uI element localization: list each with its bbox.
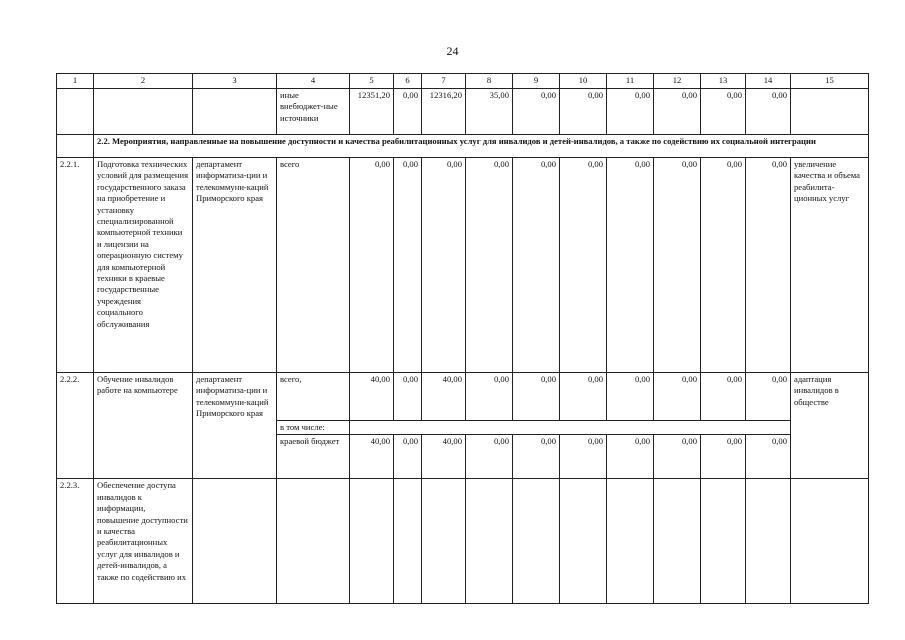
cell-empty (607, 479, 654, 604)
header-cell: 7 (422, 74, 466, 89)
value-cell: 0,00 (466, 373, 513, 421)
cell-empty (394, 479, 422, 604)
item-number: 2.2.3. (57, 479, 94, 604)
funding-source-label: иные внебюджет-ные источники (277, 89, 350, 135)
cell-empty (791, 89, 869, 135)
table-row-2-2-3 (57, 479, 869, 604)
page-number: 24 (446, 44, 459, 58)
cell-empty (57, 135, 94, 158)
value-cell: 0,00 (513, 373, 560, 421)
cell-empty (422, 479, 466, 604)
value-cell: 0,00 (654, 373, 701, 421)
section-row (57, 135, 869, 158)
table-header-row (57, 74, 869, 89)
funding-source-label: краевой бюджет (277, 435, 350, 479)
header-cell: 11 (607, 74, 654, 89)
header-cell: 14 (746, 74, 791, 89)
expected-result: увеличение качества и объема реабилита-ционных услуг (791, 158, 869, 373)
expected-result: адаптация инвалидов в обществе (791, 373, 869, 479)
header-cell: 5 (350, 74, 394, 89)
item-number: 2.2.2. (57, 373, 94, 479)
value-cell: 40,00 (422, 373, 466, 421)
cell-empty (513, 479, 560, 604)
header-cell: 6 (394, 74, 422, 89)
value-cell: 40,00 (350, 373, 394, 421)
cell-empty (193, 479, 277, 604)
value-cell: 0,00 (654, 89, 701, 135)
value-cell: 0,00 (654, 158, 701, 373)
executor: департамент информатиза-ции и телекоммуни-каций Приморского края (193, 158, 277, 373)
value-cell: 0,00 (701, 435, 746, 479)
header-cell: 9 (513, 74, 560, 89)
value-cell: 0,00 (560, 158, 607, 373)
value-cell: 0,00 (560, 373, 607, 421)
funding-source-label: всего (277, 158, 350, 373)
cell-empty (94, 89, 193, 135)
header-cell: 10 (560, 74, 607, 89)
cell-empty (466, 479, 513, 604)
header-cell: 15 (791, 74, 869, 89)
value-cell: 0,00 (394, 158, 422, 373)
value-cell: 0,00 (701, 158, 746, 373)
cell-empty (277, 479, 350, 604)
value-cell: 0,00 (607, 89, 654, 135)
header-cell: 13 (701, 74, 746, 89)
value-cell: 40,00 (422, 435, 466, 479)
header-cell: 3 (193, 74, 277, 89)
value-cell: 0,00 (350, 158, 394, 373)
table-row-other-sources (57, 89, 869, 135)
activity-name: Подготовка технических условий для размещения государственного заказа на приобретение и установку специализированной компьютерной техники и лицензии на операционную систему для компьютерной техники в краевые государственные учреждения социального обслуживания (94, 158, 193, 373)
activity-name: Обучение инвалидов работе на компьютере (94, 373, 193, 479)
activity-name: Обеспечение доступа инвалидов к информации, повышение доступности и качества реабилитационных услуг для инвалидов и детей-инвалидов, а также по содействию их (94, 479, 193, 604)
header-cell: 2 (94, 74, 193, 89)
funding-source-label: в том числе: (277, 421, 350, 435)
table-row-2-2-1 (57, 158, 869, 373)
value-cell: 12351,20 (350, 89, 394, 135)
section-title: 2.2. Мероприятия, направленные на повышение доступности и качества реабилитационных услуг для инвалидов и детей-инвалидов, а также по содействию их социальной интеграции (94, 135, 869, 158)
value-cell: 0,00 (394, 435, 422, 479)
value-cell: 0,00 (746, 373, 791, 421)
value-cell: 0,00 (746, 158, 791, 373)
cell-empty (701, 479, 746, 604)
item-number: 2.2.1. (57, 158, 94, 373)
header-cell: 1 (57, 74, 94, 89)
value-cell: 0,00 (607, 435, 654, 479)
value-cell: 0,00 (422, 158, 466, 373)
cell-empty (560, 479, 607, 604)
value-cell: 0,00 (560, 89, 607, 135)
program-table (56, 73, 869, 604)
value-cell: 0,00 (394, 89, 422, 135)
value-cell: 0,00 (607, 158, 654, 373)
value-cell: 35,00 (466, 89, 513, 135)
value-cell: 0,00 (746, 435, 791, 479)
cell-empty (350, 479, 394, 604)
value-cell: 0,00 (513, 89, 560, 135)
cell-empty (654, 479, 701, 604)
value-cell: 0,00 (513, 435, 560, 479)
value-cell: 0,00 (746, 89, 791, 135)
funding-source-label: всего, (277, 373, 350, 421)
cell-empty (193, 89, 277, 135)
value-cell: 12316,20 (422, 89, 466, 135)
value-cell: 0,00 (654, 435, 701, 479)
value-cell: 0,00 (513, 158, 560, 373)
cell-empty (350, 421, 791, 435)
executor: департамент информатиза-ции и телекоммуни-каций Приморского края (193, 373, 277, 479)
value-cell: 0,00 (560, 435, 607, 479)
cell-empty (791, 479, 869, 604)
header-cell: 12 (654, 74, 701, 89)
value-cell: 0,00 (466, 435, 513, 479)
header-cell: 4 (277, 74, 350, 89)
cell-empty (57, 89, 94, 135)
value-cell: 0,00 (394, 373, 422, 421)
value-cell: 0,00 (607, 373, 654, 421)
value-cell: 0,00 (701, 89, 746, 135)
value-cell: 40,00 (350, 435, 394, 479)
value-cell: 0,00 (466, 158, 513, 373)
header-cell: 8 (466, 74, 513, 89)
table-row-2-2-2-total (57, 373, 869, 421)
value-cell: 0,00 (701, 373, 746, 421)
cell-empty (746, 479, 791, 604)
